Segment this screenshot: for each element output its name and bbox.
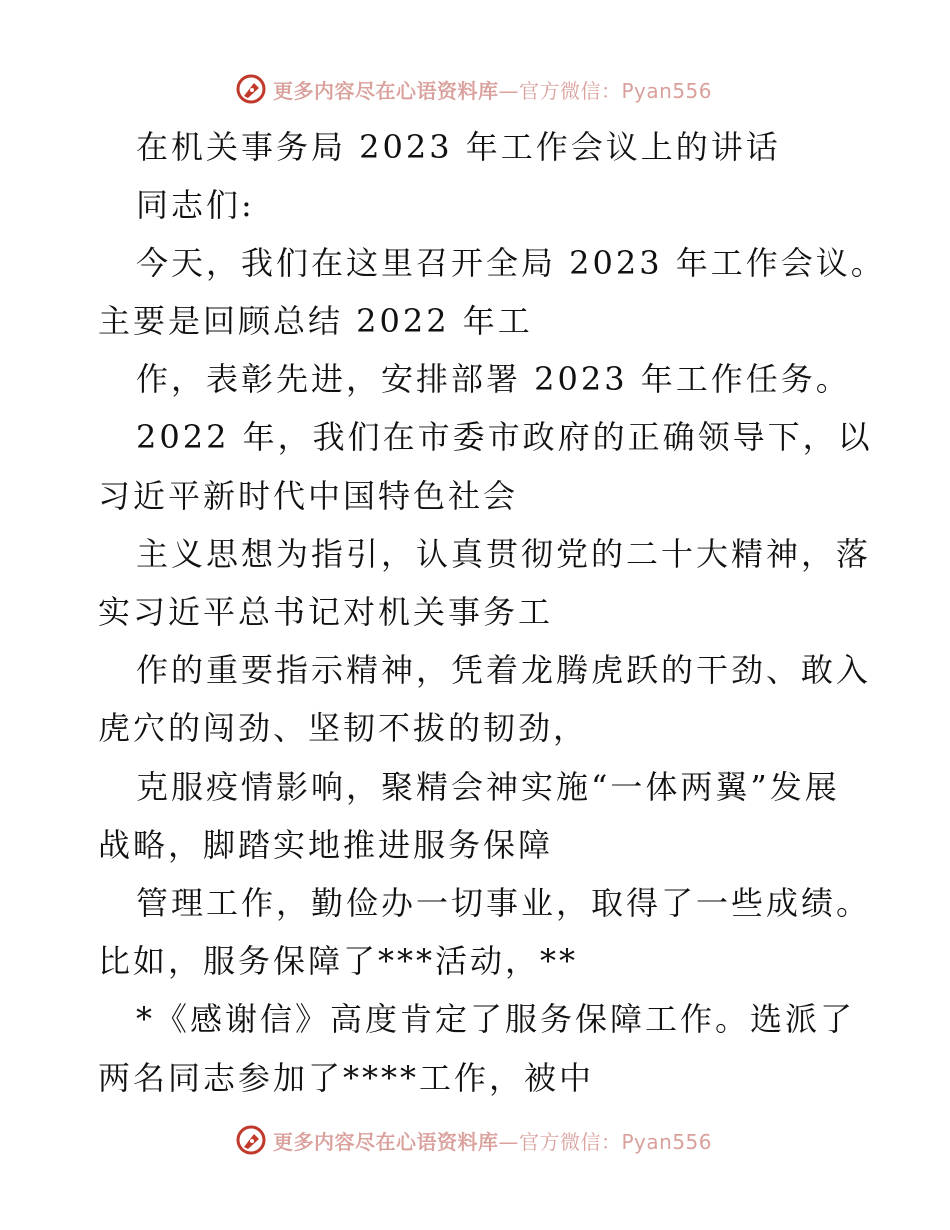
paragraph-line: 虎穴的闯劲、坚韧不拔的韧劲， xyxy=(98,709,589,747)
watermark-site-text: 更多内容尽在心语资料库 xyxy=(273,78,499,103)
watermark-contact-text: —官方微信：Pyan556 xyxy=(498,78,713,103)
document-title: 在机关事务局 2023 年工作会议上的讲话 xyxy=(136,128,781,166)
paragraph-line: 2022 年，我们在市委市政府的正确领导下，以 xyxy=(136,418,873,456)
salutation: 同志们: xyxy=(136,186,255,224)
paragraph-line: 习近平新时代中国特色社会 xyxy=(98,477,519,515)
paragraph-line: 今天，我们在这里召开全局 2023 年工作会议。 xyxy=(136,244,886,282)
watermark-site-text: 更多内容尽在心语资料库 xyxy=(273,1129,499,1154)
watermark-text xyxy=(273,1126,712,1155)
paragraph-line: 作的重要指示精神，凭着龙腾虎跃的干劲、敢入 xyxy=(136,651,872,689)
paragraph-line: 实习近平总书记对机关事务工 xyxy=(98,593,554,631)
pen-nib-logo-icon xyxy=(235,73,267,105)
paragraph-line: 管理工作，勤俭办一切事业，取得了一些成绩。 xyxy=(136,884,872,922)
watermark-text xyxy=(273,75,712,104)
paragraph-line: *《感谢信》高度肯定了服务保障工作。选派了 xyxy=(136,1000,856,1038)
pen-nib-logo-icon xyxy=(235,1124,267,1156)
footer-watermark-banner xyxy=(235,1123,712,1157)
paragraph-line: 比如，服务保障了***活动，** xyxy=(98,942,579,980)
paragraph-line: 克服疫情影响，聚精会神实施“一体两翼”发展 xyxy=(136,768,840,806)
watermark-contact-text: —官方微信：Pyan556 xyxy=(498,1129,713,1154)
paragraph-line: 战略，脚踏实地推进服务保障 xyxy=(98,826,554,864)
paragraph-line: 两名同志参加了****工作，被中 xyxy=(98,1059,595,1097)
paragraph-line: 主要是回顾总结 2022 年工 xyxy=(98,302,533,340)
paragraph-line: 主义思想为指引，认真贯彻党的二十大精神，落 xyxy=(136,535,872,573)
header-watermark-banner xyxy=(235,72,712,106)
paragraph-line: 作，表彰先进，安排部署 2023 年工作任务。 xyxy=(136,360,851,398)
